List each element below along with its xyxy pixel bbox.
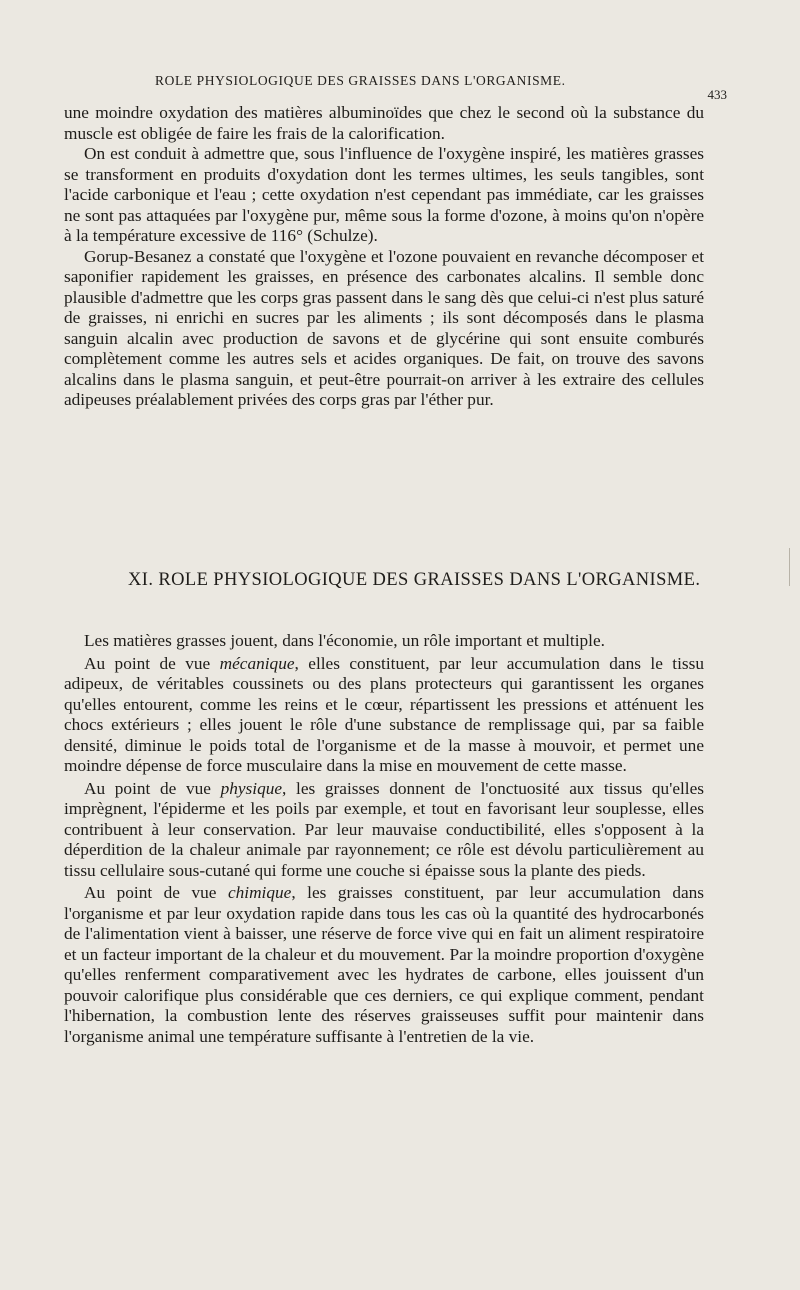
margin-rule [789,548,790,586]
emphasis-physique: physique [220,778,283,798]
emphasis-chimique: chimique [227,883,292,902]
running-header [60,66,727,102]
paragraph-continuation: une moindre oxydation des matières albuminoïdes que chez le second où la substance du muscle est obligée de faire les frais de la calorification. [64,103,704,143]
page-number: 433 [707,87,727,102]
paragraph-mechanical [64,654,704,777]
emphasis-mecanique: mécanique [219,653,295,673]
paragraph-gorup-besanez: Gorup-Besanez a constaté que l'oxygène et l'ozone pouvaient en revanche décomposer et saponifier rapidement les graisses, en présence des carbonates alcalins. Il semble donc plausible d'admettre que les corps gras passent dans le sang dès que celui-ci n'est plus saturé de graisses, ni enrichi en sucres par les aliments ; ils sont décomposés dans le plasma sanguin alcalin avec production de savons et de glycérine qui sont ensuite comburés complètement comme les autres sels et acides organiques. De fait, on trouve des savons alcalins dans le plasma sanguin, et peut-être pourrait-on arriver à les extraire des cellules adipeuses préalablement privées des corps gras par l'éther pur. [64,246,704,409]
lead-text: Au point de vue [84,653,220,673]
section-heading: XI. ROLE PHYSIOLOGIQUE DES GRAISSES DANS L'ORGANISME. [128,570,701,590]
body-text: , les graisses constituent, par leur accumulation dans l'organisme et par leur oxydation rapide dans tous les cas où la quantité des hydrocarbonés de l'alimentation vient à baisser, une réserve de force vive qui en fait un aliment respiratoire et un facteur important de la chaleur et du mouvement. Par la moindre proportion d'oxygène qu'elles renferment comparativement avec les hydrates de carbone, elles jouissent d'un pouvoir calorifique plus considérable que ces derniers, ce qui explique comment, pendant l'hibernation, la combustion lente des réserves graisseuses suffit pour maintenir dans l'organisme animal une température suffisante à l'entretien de la vie. [64,883,704,1046]
lead-text: Au point de vue [84,883,228,902]
running-title: ROLE PHYSIOLOGIQUE DES GRAISSES DANS L'ORGANISME. [155,73,566,88]
paragraph-intro: Les matières grasses jouent, dans l'économie, un rôle important et multiple. [84,631,605,650]
body-text: , les graisses donnent de l'onctuosité aux tissus qu'elles imprègnent, l'épiderme et les poils par exemple, et tout en favorisant leur souplesse, elles contribuent à leur conservation. Par leur mauvaise conductibilité, elles s'opposent à la déperdition de la chaleur animale par rayonnement; ce rôle est dévolu particulièrement au tissu cellulaire sous-cutané qui forme une couche si épaisse sous la plante des pieds. [64,778,704,880]
paragraph-chemical [64,883,704,1047]
paragraph-oxidation: On est conduit à admettre que, sous l'influence de l'oxygène inspiré, les matières grasses se transforment en produits d'oxydation dont les termes ultimes, les seuls tangibles, sont l'acide carbonique et l'eau ; cette oxydation n'est cependant pas immédiate, car les graisses ne sont pas attaquées par l'oxygène pur, même sous la forme d'ozone, à moins qu'on n'opère à la température excessive de 116° (Schulze). [64,144,704,245]
body-text: , elles constituent, par leur accumulation dans le tissu adipeux, de véritables coussinets ou des plans protecteurs qui garantissent les organes qu'elles entourent, comme les reins et le cœur, répartissent les pressions et atténuent les chocs extérieurs ; elles jouent le rôle d'une substance de remplissage qui, par sa faible densité, diminue le poids total de l'organisme et de la masse à mouvoir, et permet une moindre dépense de force musculaire dans la mise en mouvement de cette masse. [64,653,704,775]
paragraph-physical [64,779,704,882]
section-text-block [64,631,704,1049]
lead-text: Au point de vue [84,778,221,798]
top-text-block [64,103,704,411]
